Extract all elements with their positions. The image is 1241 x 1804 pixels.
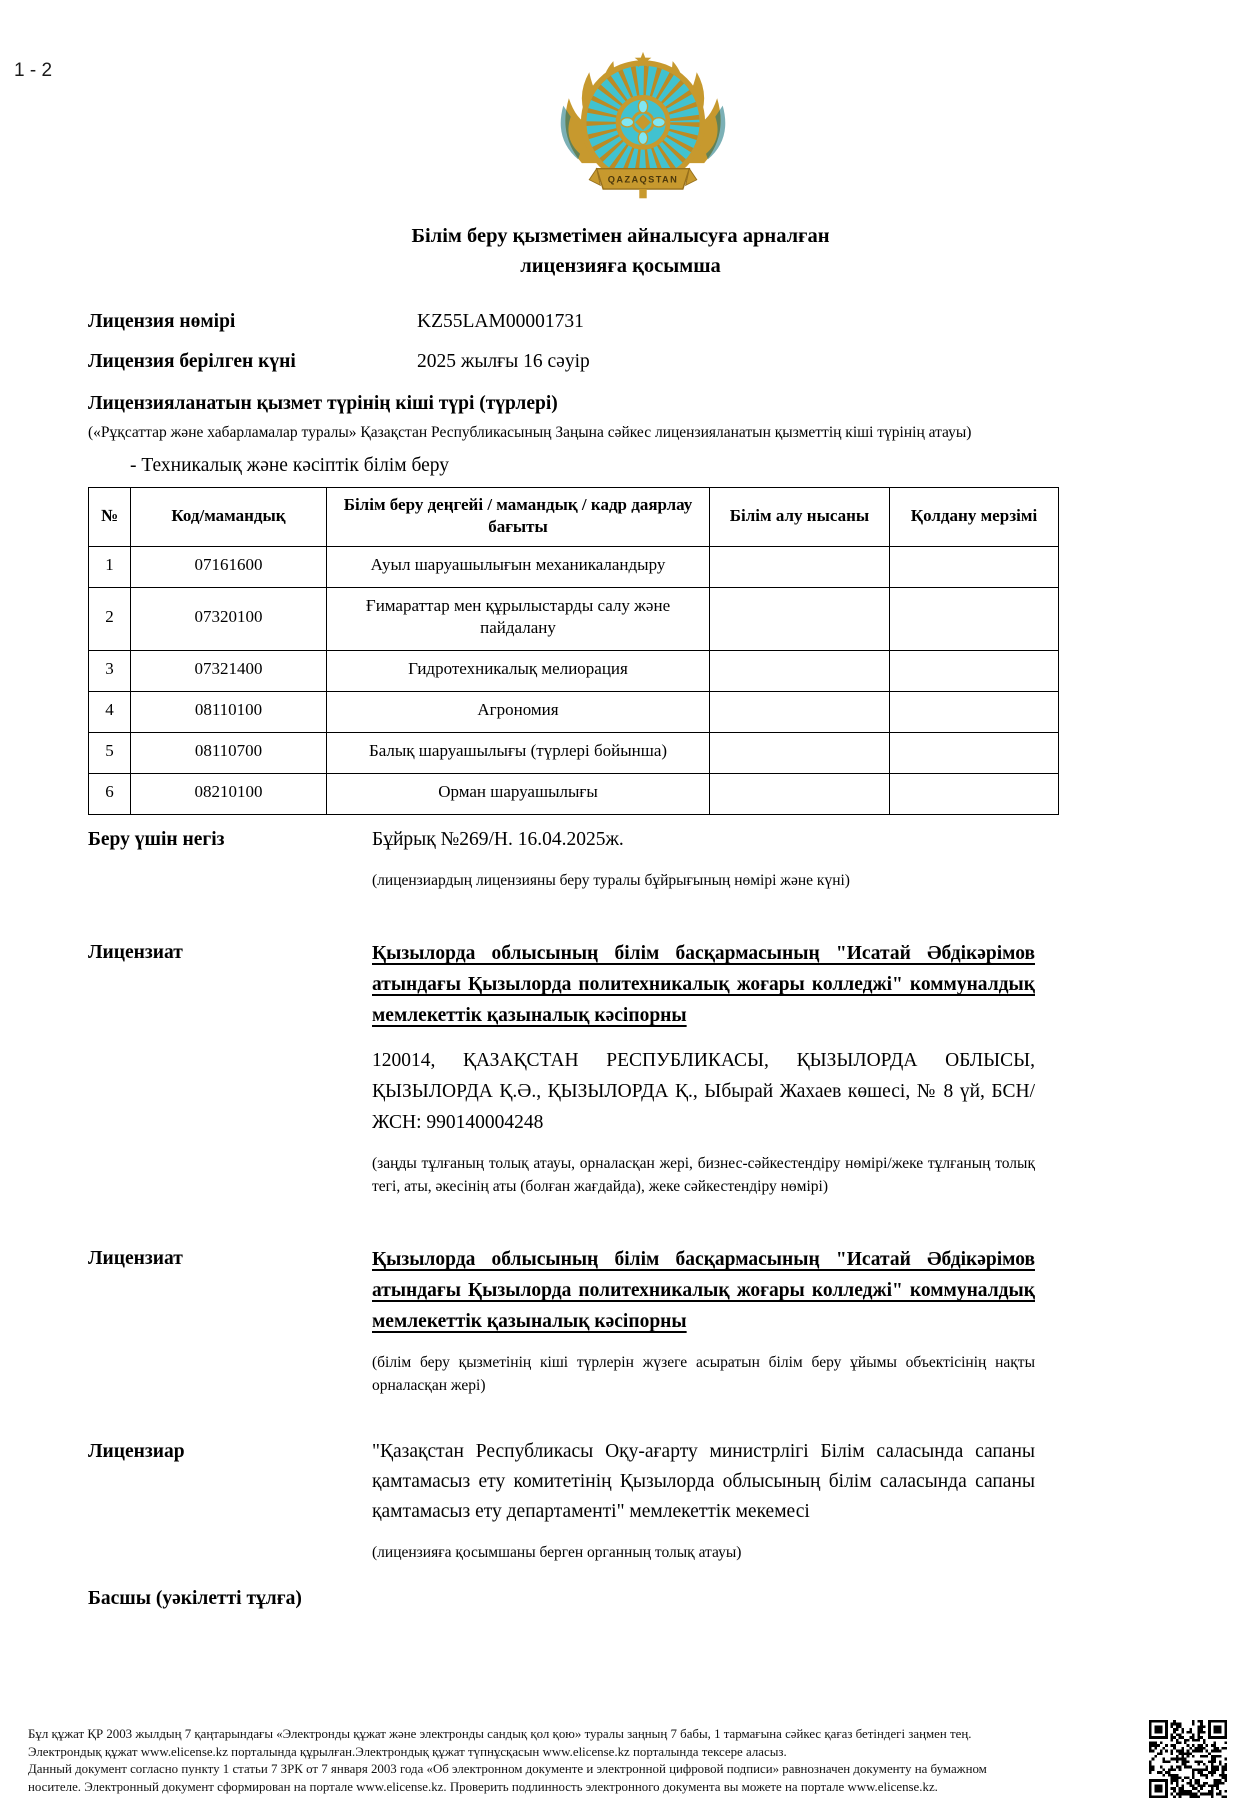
cell-num: 6 — [89, 774, 131, 815]
cell-num: 1 — [89, 547, 131, 588]
table-row — [89, 588, 1059, 651]
cell-name: Орман шаруашылығы — [327, 774, 710, 815]
cell-form — [710, 651, 890, 692]
legal-footer — [28, 1726, 1136, 1796]
cell-term — [890, 651, 1059, 692]
license-number-value: KZ55LAM00001731 — [417, 311, 584, 332]
cell-code: 07320100 — [131, 588, 327, 651]
cell-term — [890, 588, 1059, 651]
table-header-row — [89, 488, 1059, 547]
cell-name: Гидротехникалық мелиорация — [327, 651, 710, 692]
cell-num: 4 — [89, 692, 131, 733]
col-header-code: Код/мамандық — [131, 488, 327, 547]
cell-term — [890, 547, 1059, 588]
licensor-label: Лицензиар — [88, 1441, 185, 1462]
table-row — [89, 733, 1059, 774]
activity-subtype-item: - Техникалық және кәсіптік білім беру — [130, 455, 450, 476]
licensee1-row — [88, 938, 1241, 1031]
license-number-label: Лицензия нөмірі — [88, 311, 236, 332]
table-row — [89, 651, 1059, 692]
license-date-label: Лицензия берілген күні — [88, 351, 296, 372]
licensor-row — [88, 1437, 1241, 1527]
cell-num: 5 — [89, 733, 131, 774]
table-row — [89, 774, 1059, 815]
document-title-line1: Білім беру қызметімен айналысуға арналған — [411, 225, 830, 247]
footer-line: Электрондық құжат www.elicense.kz порталында құрылған.Электрондық құжат түпнұсқасын www.elicense.kz порталында тексере аласыз. — [28, 1744, 787, 1759]
cell-name: Ауыл шаруашылығын механикаландыру — [327, 547, 710, 588]
cell-form — [710, 692, 890, 733]
cell-form — [710, 547, 890, 588]
basis-note: (лицензиардың лицензияны беру туралы бұйрығының нөмірі және күні) — [372, 872, 850, 889]
licensee2-note: (білім беру қызметінің кіші түрлерін жүзеге асыратын білім беру ұйымы объектісінің нақты орналасқан жері) — [372, 1354, 1035, 1394]
license-date-value: 2025 жылғы 16 сәуір — [417, 351, 590, 372]
license-date-row — [88, 351, 1241, 373]
cell-term — [890, 774, 1059, 815]
licensee1-label: Лицензиат — [88, 942, 183, 963]
license-fields — [88, 311, 1241, 373]
licensee2-name: Қызылорда облысының білім басқармасының "Исатай Әбдікәрімов атындағы Қызылорда политехникалық жоғары колледжі" коммуналдық мемлекеттік қазыналық кәсіпорны — [372, 1249, 1035, 1332]
document-title-line2: лицензияға қосымша — [520, 255, 721, 277]
basis-value: Бұйрық №269/Н. 16.04.2025ж. — [372, 829, 624, 850]
basis-row — [88, 825, 1241, 855]
cell-form — [710, 733, 890, 774]
cell-code: 08210100 — [131, 774, 327, 815]
table-row — [89, 547, 1059, 588]
licensed-activity-subtype-note: («Рұқсаттар және хабарламалар туралы» Қазақстан Республикасының Заңына сәйкес лицензияланатын қызметтің кіші түрінің атауы) — [88, 424, 972, 441]
licensee2-row — [88, 1244, 1241, 1337]
kazakhstan-coat-of-arms-icon — [550, 50, 736, 207]
licensor-name: "Қазақстан Республикасы Оқу-ағарту министрлігі Білім саласында сапаны қамтамасыз ету комитетінің Қызылорда облысының білім саласында сапаны қамтамасыз ету департаменті" мемлекеттік мекемесі — [372, 1441, 1035, 1522]
licensee1-name: Қызылорда облысының білім басқармасының "Исатай Әбдікәрімов атындағы Қызылорда политехникалық жоғары колледжі" коммуналдық мемлекеттік қазыналық кәсіпорны — [372, 943, 1035, 1026]
footer-line: Бұл құжат ҚР 2003 жылдың 7 қаңтарындағы «Электронды құжат және электронды сандық қол қою» туралы заңның 7 бабы, 1 тармағына сәйкес қағаз бетіндегі заңмен тең. — [28, 1727, 972, 1741]
page-number-marker: 1 - 2 — [14, 60, 53, 81]
col-header-level: Білім беру деңгейі / мамандық / кадр даярлау бағыты — [327, 488, 710, 547]
cell-num: 3 — [89, 651, 131, 692]
licensee1-note: (заңды тұлғаның толық атауы, орналасқан жері, бизнес-сәйкестендіру нөмірі/жеке тұлғаның толық тегі, аты, әкесінің аты (болған жағдайда), жеке сәйкестендіру нөмірі) — [372, 1155, 1035, 1195]
cell-name: Ғимараттар мен құрылыстарды салу және пайдалану — [327, 588, 710, 651]
table-row — [89, 692, 1059, 733]
cell-form — [710, 588, 890, 651]
licensee1-address: 120014, ҚАЗАҚСТАН РЕСПУБЛИКАСЫ, ҚЫЗЫЛОРДА ОБЛЫСЫ, ҚЫЗЫЛОРДА Қ.Ә., ҚЫЗЫЛОРДА Қ., Ыбырай Жахаев көшесі, № 8 үй, БСН/ЖСН: 990140004248 — [372, 1050, 1035, 1133]
specialties-table — [88, 487, 1059, 815]
cell-code: 08110100 — [131, 692, 327, 733]
col-header-number: № — [89, 488, 131, 547]
document-title — [0, 221, 1241, 281]
basis-label: Беру үшін негіз — [88, 829, 225, 850]
cell-name: Агрономия — [327, 692, 710, 733]
cell-term — [890, 733, 1059, 774]
cell-code: 07161600 — [131, 547, 327, 588]
emblem-banner-text: QAZAQSTAN — [607, 174, 678, 185]
cell-num: 2 — [89, 588, 131, 651]
footer-line: носителе. Электронный документ сформирован на портале www.elicense.kz. Проверить подлинность электронного документа вы можете на портале www.elicense.kz. — [28, 1779, 938, 1794]
cell-term — [890, 692, 1059, 733]
cell-code: 07321400 — [131, 651, 327, 692]
license-number-row — [88, 311, 1241, 333]
col-header-form: Білім алу нысаны — [710, 488, 890, 547]
licensee2-label: Лицензиат — [88, 1248, 183, 1269]
col-header-term: Қолдану мерзімі — [890, 488, 1059, 547]
cell-form — [710, 774, 890, 815]
cell-code: 08110700 — [131, 733, 327, 774]
licensor-note: (лицензияға қосымшаны берген органның толық атауы) — [372, 1544, 742, 1561]
qr-code — [1149, 1720, 1227, 1798]
head-person-label: Басшы (уәкілетті тұлға) — [88, 1588, 302, 1609]
licensed-activity-subtype-heading: Лицензияланатын қызмет түрінің кіші түрі (түрлері) — [88, 393, 558, 414]
footer-line: Данный документ согласно пункту 1 статьи 7 ЗРК от 7 января 2003 года «Об электронном документе и электронной цифровой подписи» равнозначен документу на бумажном — [28, 1762, 987, 1776]
cell-name: Балық шаруашылығы (түрлері бойынша) — [327, 733, 710, 774]
